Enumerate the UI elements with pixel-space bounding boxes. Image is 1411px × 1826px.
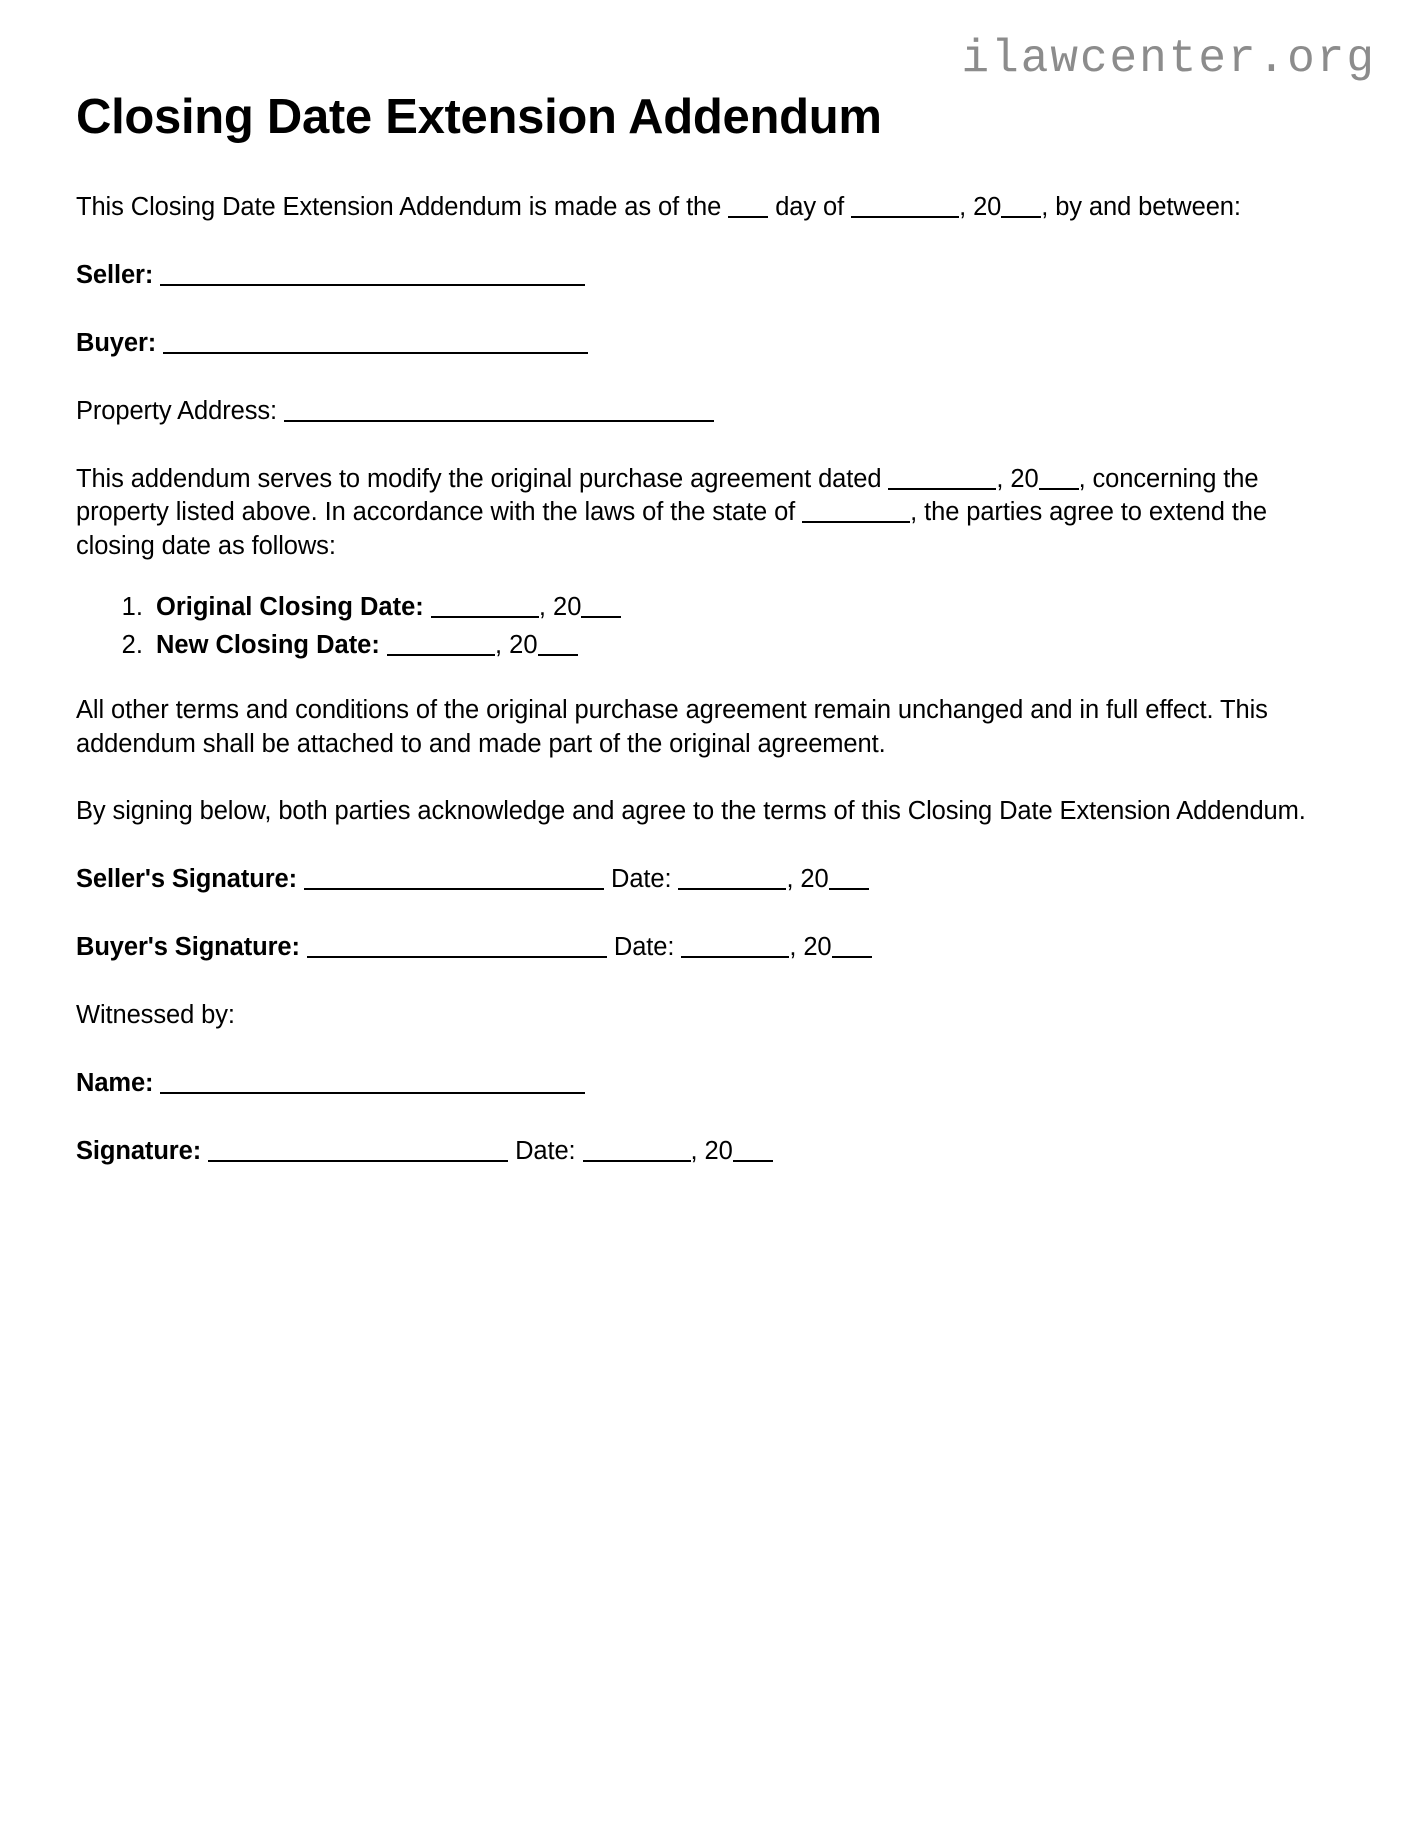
month-blank[interactable] [851, 192, 959, 217]
buyer-signature-field [76, 931, 1312, 965]
new-closing-date-label: New Closing Date: [156, 630, 380, 659]
list-item [150, 590, 1312, 626]
witness-name-field [76, 1067, 1312, 1101]
list-item [150, 628, 1312, 664]
witness-date-year-blank[interactable] [733, 1136, 773, 1161]
original-closing-year-blank[interactable] [581, 593, 621, 618]
intro-text-part2: day of [775, 192, 845, 221]
closing-date-clause-list [76, 590, 1312, 663]
site-watermark: ilawcenter.org [961, 33, 1376, 85]
buyer-date-blank[interactable] [681, 933, 789, 958]
intro-paragraph [76, 191, 1312, 225]
modify-text-part2: , 20 [996, 464, 1039, 493]
buyer-name-blank[interactable] [163, 328, 588, 353]
day-blank[interactable] [728, 192, 768, 217]
new-closing-year-blank[interactable] [538, 630, 578, 655]
witness-date-blank[interactable] [583, 1136, 691, 1161]
buyer-signature-blank[interactable] [307, 933, 607, 958]
witness-date-label: Date: [515, 1136, 576, 1165]
intro-text-part1: This Closing Date Extension Addendum is made as of the [76, 192, 722, 221]
document-body [76, 90, 1312, 1203]
original-agreement-year-blank[interactable] [1039, 464, 1079, 489]
state-blank[interactable] [802, 498, 910, 523]
witness-date-suffix: , 20 [690, 1136, 733, 1165]
seller-name-blank[interactable] [160, 260, 585, 285]
buyer-field [76, 327, 1312, 361]
seller-field [76, 259, 1312, 293]
seller-signature-field [76, 863, 1312, 897]
new-closing-date-suffix: , 20 [494, 630, 538, 659]
property-address-field [76, 395, 1312, 429]
intro-text-part3: , 20 [959, 192, 1002, 221]
modify-text-part4: , the parties agree to extend the closing date as follows: [76, 498, 1267, 561]
modify-text-part1: This addendum serves to modify the original purchase agreement dated [76, 464, 882, 493]
seller-date-suffix: , 20 [786, 865, 829, 894]
seller-date-label: Date: [611, 865, 672, 894]
witness-signature-label: Signature: [76, 1136, 202, 1165]
seller-signature-label: Seller's Signature: [76, 865, 297, 894]
original-closing-date-suffix: , 20 [538, 593, 582, 622]
page-title: Closing Date Extension Addendum [76, 90, 882, 144]
original-closing-date-label: Original Closing Date: [156, 593, 424, 622]
witness-name-blank[interactable] [160, 1069, 585, 1094]
property-address-blank[interactable] [284, 396, 714, 421]
witness-signature-blank[interactable] [208, 1136, 508, 1161]
witness-heading: Witnessed by: [76, 1001, 235, 1030]
terms-paragraph: All other terms and conditions of the original purchase agreement remain unchanged and in full effect. This addendum shall be attached to and made part of the original agreement. [76, 695, 1268, 758]
buyer-date-suffix: , 20 [789, 933, 832, 962]
new-closing-date-blank[interactable] [387, 630, 495, 655]
intro-text-part4: , by and between: [1041, 192, 1241, 221]
acknowledgement-paragraph: By signing below, both parties acknowledge and agree to the terms of this Closing Date Extension Addendum. [76, 797, 1306, 826]
year-blank[interactable] [1001, 192, 1041, 217]
seller-signature-blank[interactable] [304, 865, 604, 890]
modify-paragraph [76, 463, 1312, 565]
buyer-signature-label: Buyer's Signature: [76, 933, 300, 962]
buyer-date-year-blank[interactable] [832, 933, 872, 958]
witness-signature-field [76, 1135, 1312, 1169]
seller-date-blank[interactable] [678, 865, 786, 890]
buyer-date-label: Date: [613, 933, 675, 962]
modify-text-part3: , concerning the property listed above. In accordance with the laws of the state of [76, 464, 1259, 527]
buyer-label: Buyer: [76, 328, 157, 357]
property-address-label: Property Address: [76, 396, 277, 425]
seller-label: Seller: [76, 260, 154, 289]
seller-date-year-blank[interactable] [829, 865, 869, 890]
original-agreement-date-blank[interactable] [888, 464, 996, 489]
witness-name-label: Name: [76, 1069, 154, 1098]
original-closing-date-blank[interactable] [431, 593, 539, 618]
